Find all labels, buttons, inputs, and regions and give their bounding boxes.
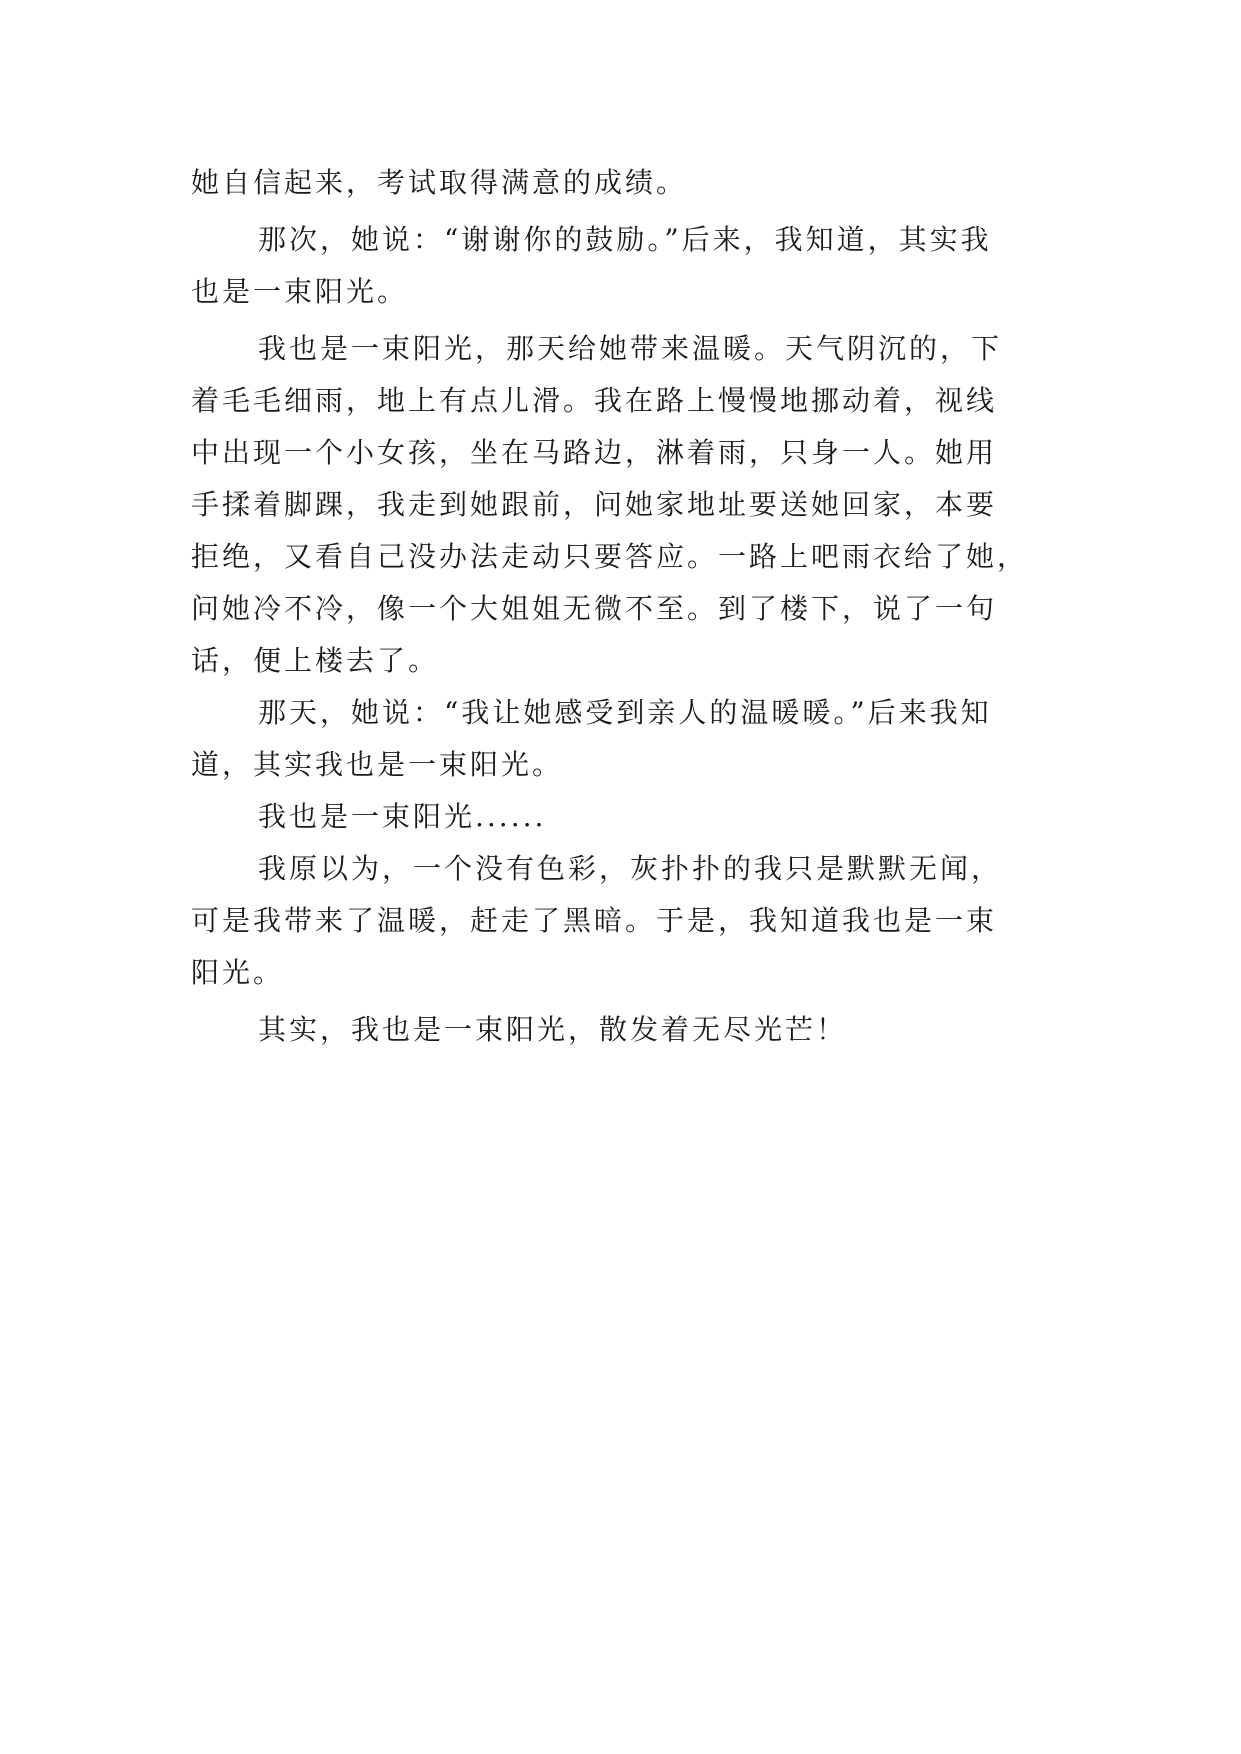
text-line: 着毛毛细雨，地上有点儿滑。我在路上慢慢地挪动着，视线: [191, 384, 998, 417]
text-line: 我也是一束阳光......: [258, 800, 547, 833]
text-line: 话，便上楼去了。: [191, 644, 440, 677]
text-line: 手揉着脚踝，我走到她跟前，问她家地址要送她回家，本要: [191, 488, 998, 521]
text-line: 问她冷不冷，像一个大姐姐无微不至。到了楼下，说了一句: [191, 592, 998, 625]
essay-body: [191, 157, 1051, 1056]
text-line: 拒绝，又看自己没办法走动只要答应。一路上吧雨衣给了她，: [191, 540, 1029, 573]
text-line: 中出现一个小女孩，坐在马路边，淋着雨，只身一人。她用: [191, 436, 998, 469]
text-line: 我也是一束阳光，那天给她带来温暖。天气阴沉的，下: [258, 332, 1003, 365]
text-line: 那天，她说：“我让她感受到亲人的温暖暖。”后来我知: [258, 696, 992, 729]
text-line: 她自信起来，考试取得满意的成绩。: [191, 166, 688, 199]
text-line: 其实，我也是一束阳光，散发着无尽光芒！: [258, 1013, 848, 1046]
text-line: 阳光。: [191, 956, 285, 989]
text-line: 也是一束阳光。: [191, 275, 409, 308]
text-line: 那次，她说：“谢谢你的鼓励。”后来，我知道，其实我: [258, 223, 992, 256]
text-line: 可是我带来了温暖，赶走了黑暗。于是，我知道我也是一束: [191, 904, 998, 937]
text-line: 道，其实我也是一束阳光。: [191, 748, 564, 781]
text-line: 我原以为，一个没有色彩，灰扑扑的我只是默默无闻，: [258, 852, 1003, 885]
